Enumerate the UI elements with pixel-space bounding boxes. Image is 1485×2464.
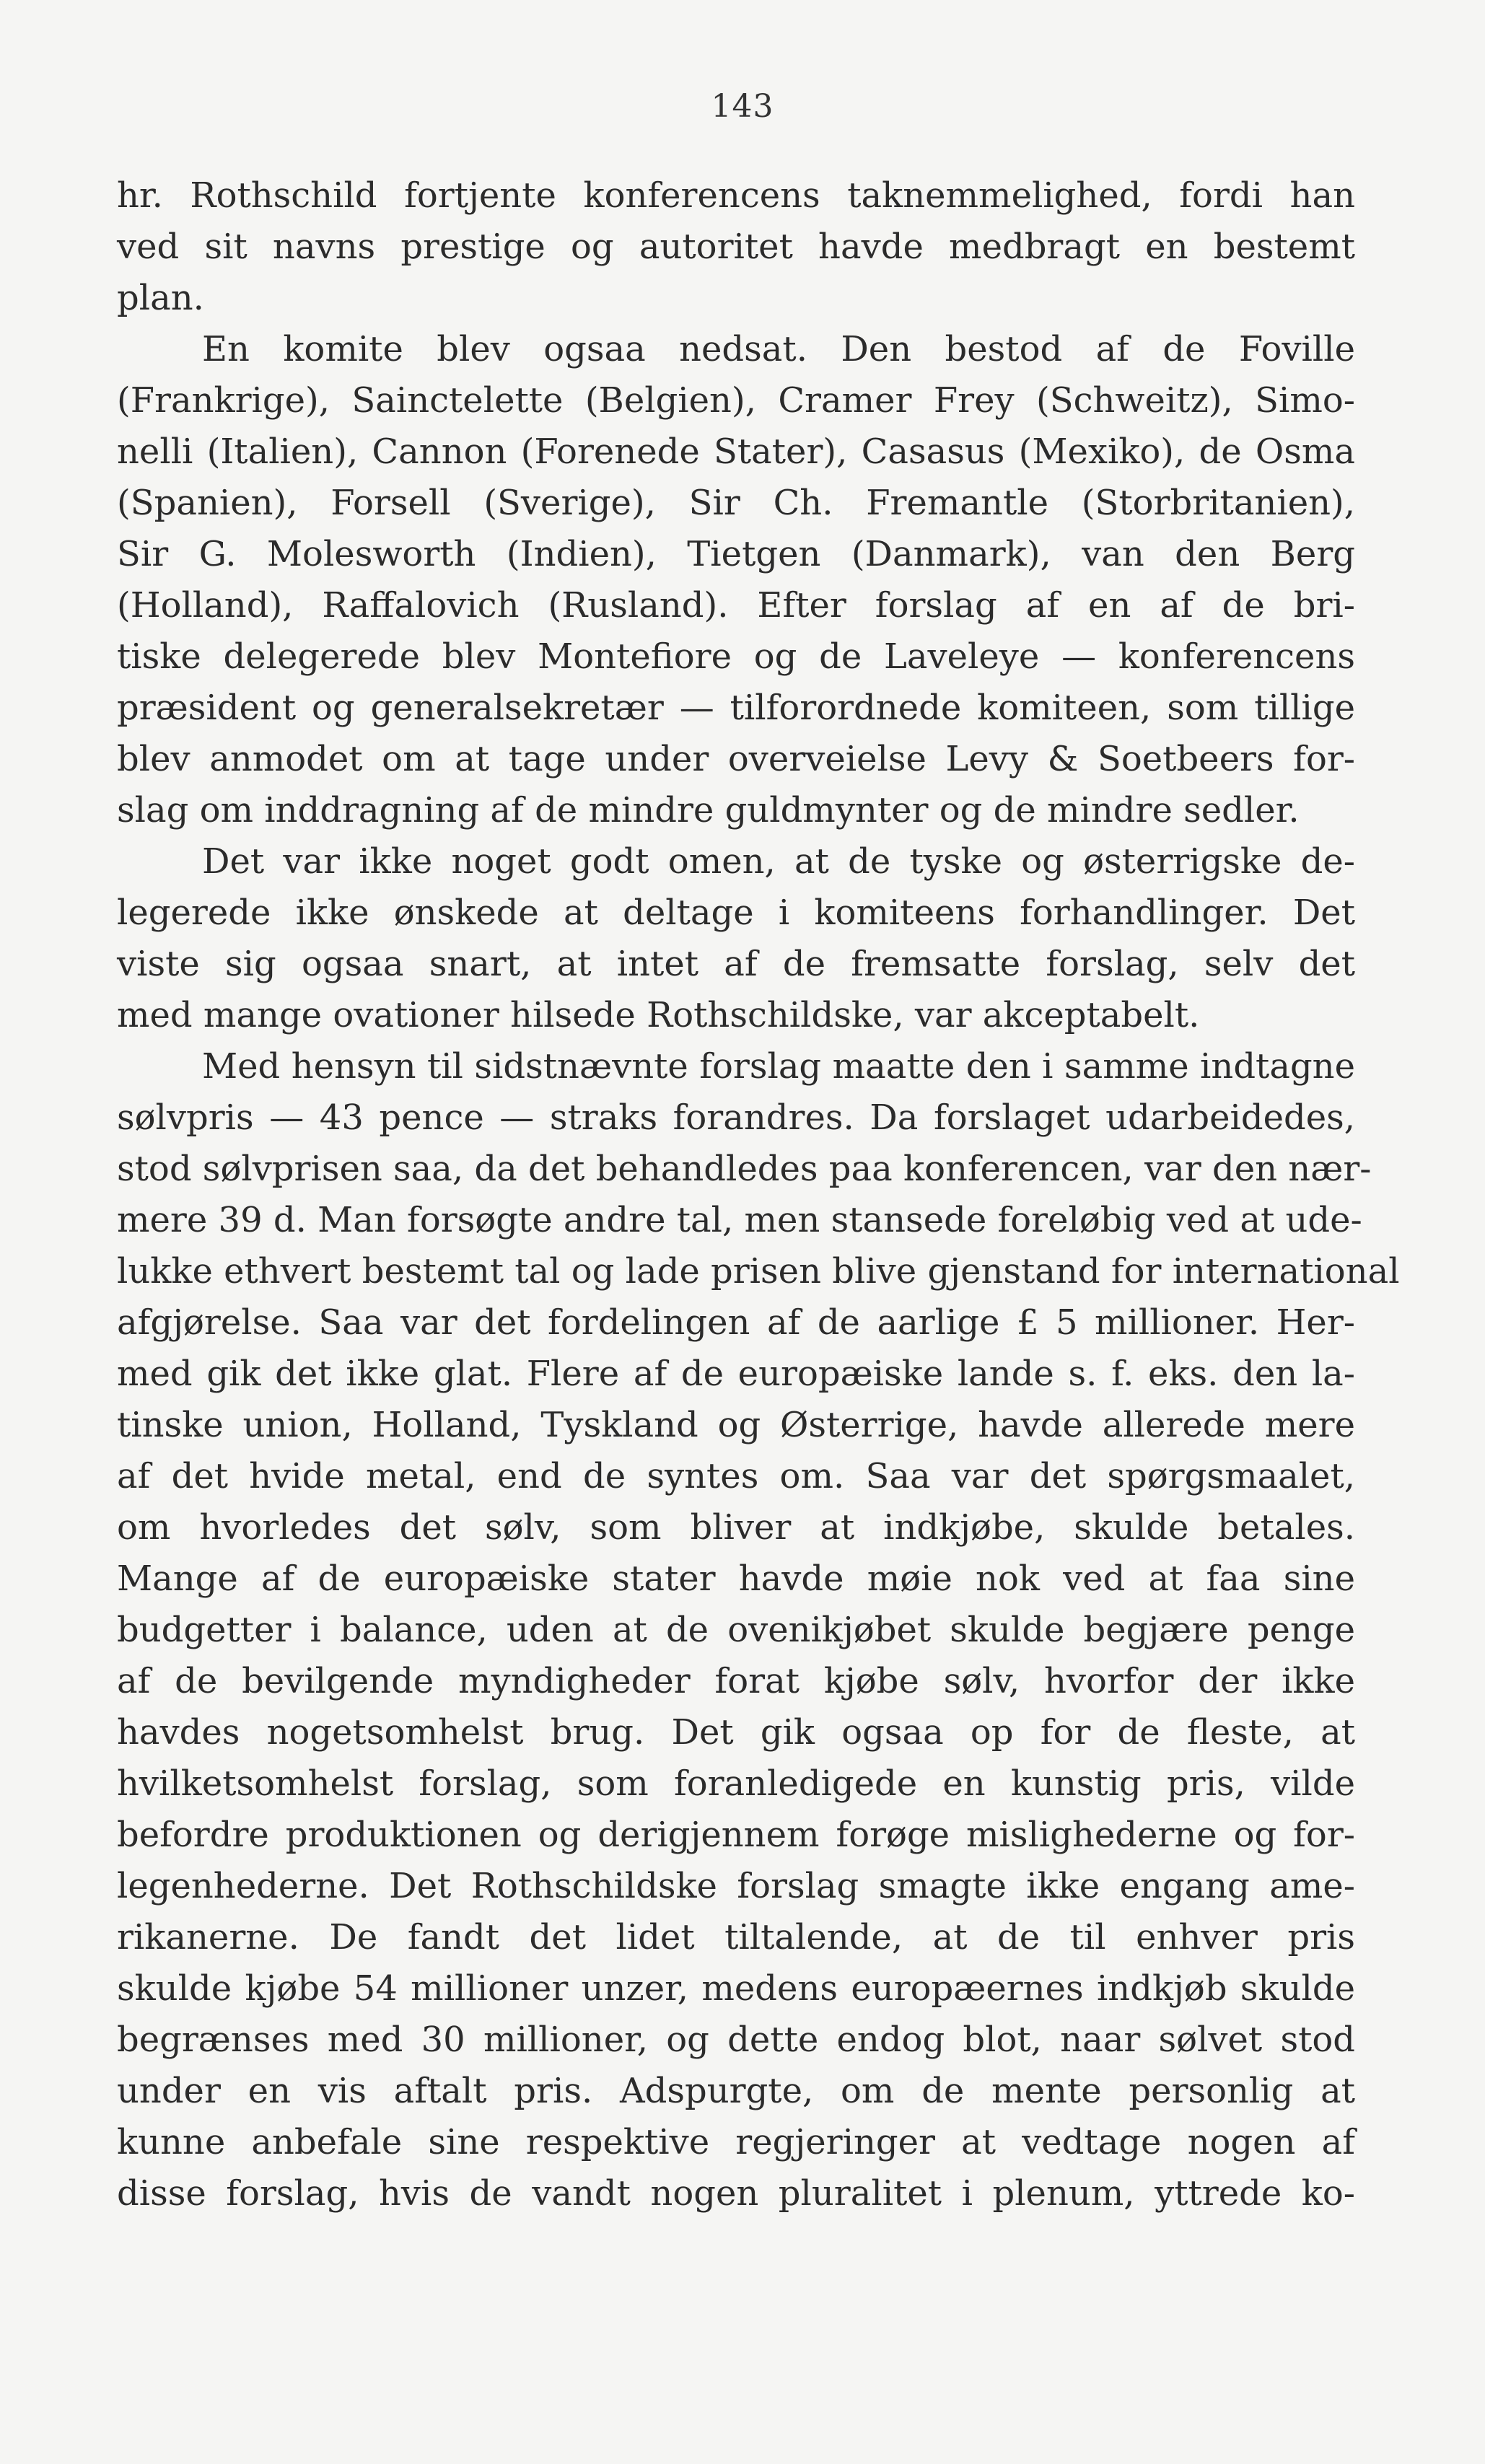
text-line: rikanerne. De fandt det lidet tiltalende, at de til enhver pris: [117, 1917, 1355, 1957]
text-line: stod sølvprisen saa, da det behandledes paa konferencen, var den nær-: [117, 1149, 1372, 1189]
text-line: plan.: [117, 278, 204, 318]
text-line: legenhederne. Det Rothschildske forslag smagte ikke engang ame-: [117, 1866, 1355, 1906]
text-line: under en vis aftalt pris. Adspurgte, om de mente personlig at: [117, 2071, 1355, 2111]
text-line: legerede ikke ønskede at deltage i komiteens forhandlinger. Det: [117, 893, 1355, 933]
text-line: nelli (Italien), Cannon (Forenede Stater), Casasus (Mexiko), de Osma: [117, 431, 1355, 472]
text-line: skulde kjøbe 54 millioner unzer, medens europæernes indkjøb skulde: [117, 1968, 1355, 2009]
text-line: begrænses med 30 millioner, og dette endog blot, naar sølvet stod: [117, 2020, 1355, 2060]
text-line: tiske delegerede blev Montefiore og de Laveleye — konferencens: [117, 636, 1355, 677]
text-line: af de bevilgende myndigheder forat kjøbe sølv, hvorfor der ikke: [117, 1661, 1355, 1701]
text-line: med mange ovationer hilsede Rothschildske, var akceptabelt.: [117, 995, 1200, 1035]
text-line: mere 39 d. Man forsøgte andre tal, men stansede foreløbig ved at ude-: [117, 1200, 1362, 1240]
text-line: med gik det ikke glat. Flere af de europæiske lande s. f. eks. den la-: [117, 1354, 1355, 1394]
text-line: (Holland), Raffalovich (Rusland). Efter forslag af en af de bri-: [117, 585, 1355, 626]
text-line: viste sig ogsaa snart, at intet af de fremsatte forslag, selv det: [117, 944, 1355, 984]
text-line: ved sit navns prestige og autoritet havde medbragt en bestemt: [117, 227, 1355, 267]
text-line: Med hensyn til sidstnævnte forslag maatte den i samme indtagne: [202, 1046, 1355, 1087]
text-line: blev anmodet om at tage under overveielse Levy & Soetbeers for-: [117, 739, 1355, 779]
text-line: lukke ethvert bestemt tal og lade prisen blive gjenstand for international: [117, 1251, 1400, 1292]
text-line: slag om inddragning af de mindre guldmynter og de mindre sedler.: [117, 790, 1300, 830]
text-line: En komite blev ogsaa nedsat. Den bestod af de Foville: [202, 329, 1355, 369]
body-text: [117, 170, 1400, 2219]
text-line: om hvorledes det sølv, som bliver at indkjøbe, skulde betales.: [117, 1507, 1355, 1548]
text-line: Mange af de europæiske stater havde møie nok ved at faa sine: [117, 1558, 1355, 1599]
page-number: 143: [711, 88, 774, 125]
text-line: budgetter i balance, uden at de ovenikjøbet skulde begjære penge: [117, 1610, 1355, 1650]
text-line: befordre produktionen og derigjennem forøge mislighederne og for-: [117, 1815, 1355, 1855]
text-line: (Spanien), Forsell (Sverige), Sir Ch. Fremantle (Storbritanien),: [117, 483, 1355, 523]
text-line: hvilketsomhelst forslag, som foranledigede en kunstig pris, vilde: [117, 1763, 1355, 1804]
text-line: kunne anbefale sine respektive regjeringer at vedtage nogen af: [117, 2122, 1355, 2162]
text-line: disse forslag, hvis de vandt nogen pluralitet i plenum, yttrede ko-: [117, 2173, 1355, 2214]
text-line: havdes nogetsomhelst brug. Det gik ogsaa op for de fleste, at: [117, 1712, 1355, 1753]
text-line: (Frankrige), Sainctelette (Belgien), Cramer Frey (Schweitz), Simo-: [117, 380, 1355, 421]
text-line: Det var ikke noget godt omen, at de tyske og østerrigske de-: [202, 841, 1355, 882]
text-line: Sir G. Molesworth (Indien), Tietgen (Danmark), van den Berg: [117, 534, 1355, 574]
text-line: hr. Rothschild fortjente konferencens taknemmelighed, fordi han: [117, 175, 1355, 216]
text-line: præsident og generalsekretær — tilforordnede komiteen, som tillige: [117, 688, 1355, 728]
text-line: tinske union, Holland, Tyskland og Østerrige, havde allerede mere: [117, 1405, 1355, 1445]
text-line: af det hvide metal, end de syntes om. Saa var det spørgsmaalet,: [117, 1456, 1355, 1496]
text-line: sølvpris — 43 pence — straks forandres. Da forslaget udarbeidedes,: [117, 1097, 1355, 1138]
text-line: afgjørelse. Saa var det fordelingen af de aarlige £ 5 millioner. Her-: [117, 1302, 1355, 1343]
